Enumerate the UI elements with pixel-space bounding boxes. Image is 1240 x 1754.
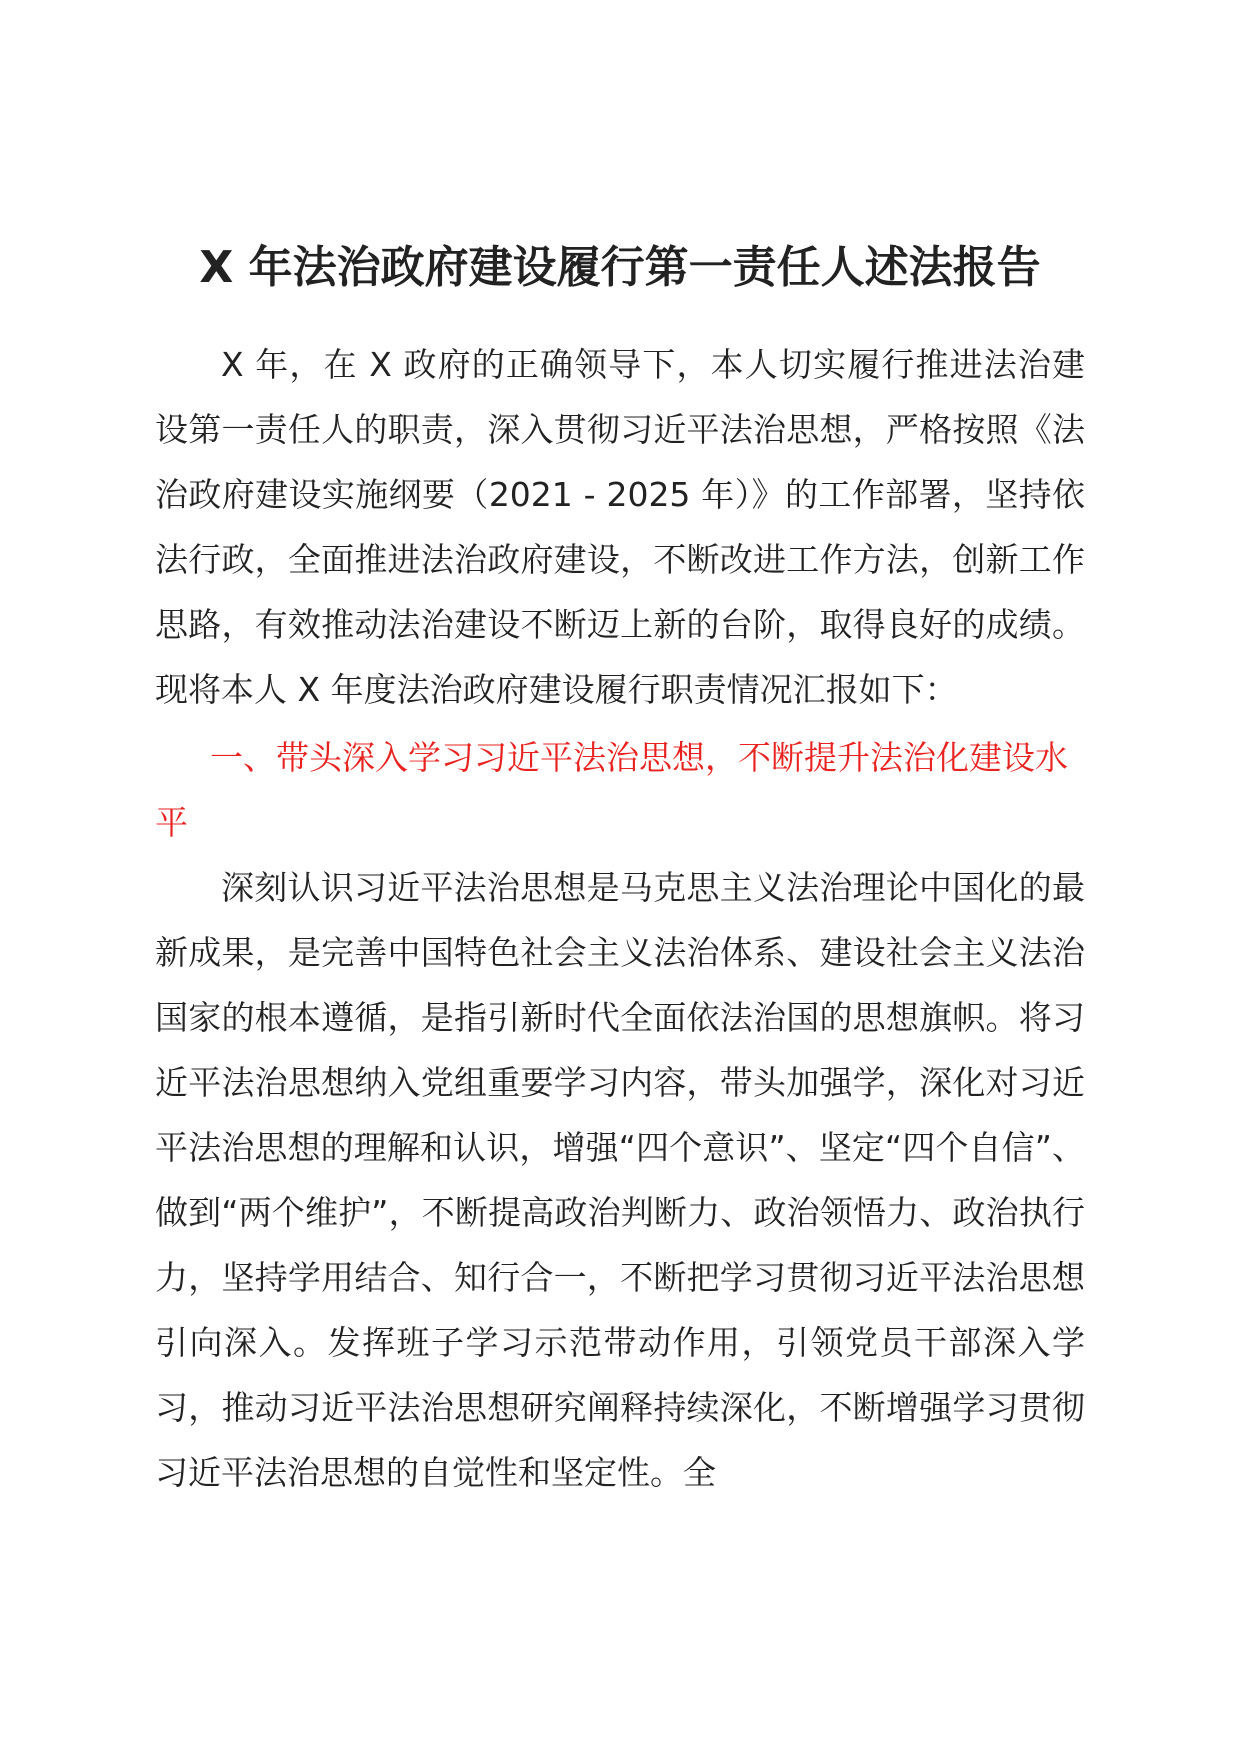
intro-paragraph: X 年，在 X 政府的正确领导下，本人切实履行推进法治建设第一责任人的职责，深入贯彻习近平法治思想，严格按照《法治政府建设实施纲要（2021 - 2025 年）》的工作部署，坚持依法行政，全面推进法治政府建设，不断改进工作方法，创新工作思路，有效推动法治建设不断迈上新的台阶，取得良好的成绩。现将本人 X 年度法治政府建设履行职责情况汇报如下： — [155, 345, 1085, 709]
section-heading: 一、带头深入学习习近平法治思想，不断提升法治化建设水平 — [155, 738, 1068, 842]
body-paragraph: 深刻认识习近平法治思想是马克思主义法治理论中国化的最新成果，是完善中国特色社会主义法治体系、建设社会主义法治国家的根本遵循，是指引新时代全面依法治国的思想旗帜。将习近平法治思想纳入党组重要学习内容，带头加强学，深化对习近平法治思想的理解和认识，增强“四个意识”、坚定“四个自信”、做到“两个维护”，不断提高政治判断力、政治领悟力、政治执行力，坚持学用结合、知行合一，不断把学习贯彻习近平法治思想引向深入。发挥班子学习示范带动作用，引领党员干部深入学习，推动习近平法治思想研究阐释持续深化，不断增强学习贯彻习近平法治思想的自觉性和坚定性。全 — [155, 868, 1085, 1492]
document-title: X 年法治政府建设履行第一责任人述法报告 — [199, 242, 1041, 293]
